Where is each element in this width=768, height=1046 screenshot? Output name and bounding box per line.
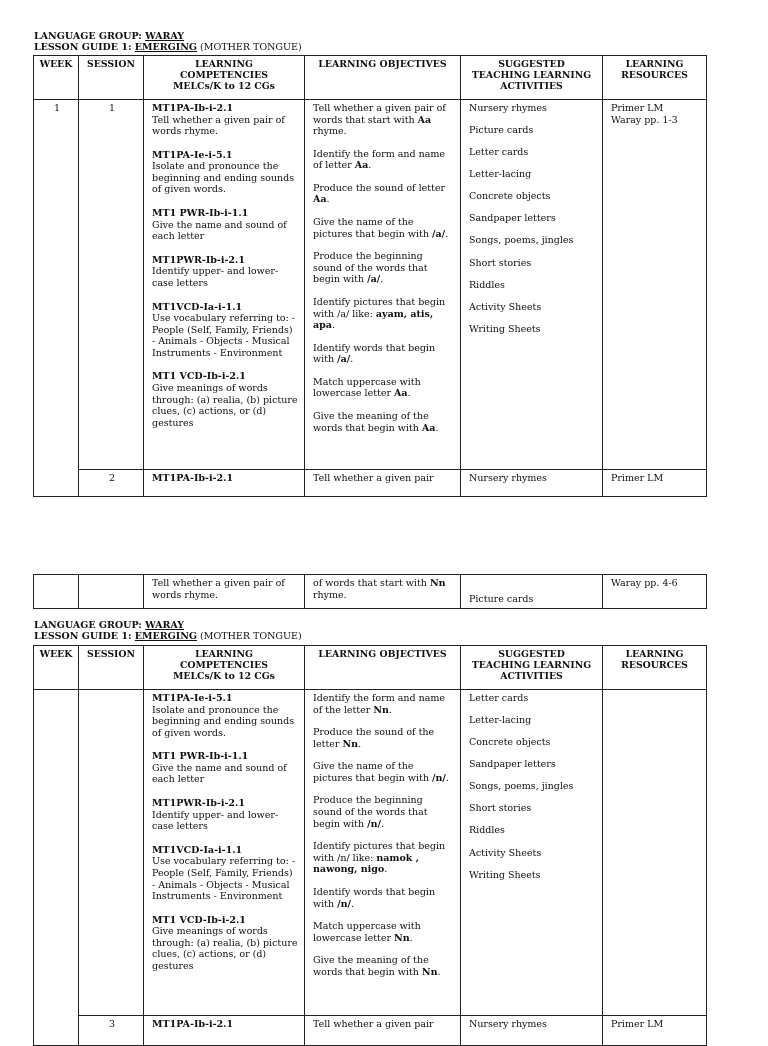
activity-item: Nursery rhymes <box>461 470 603 497</box>
objective-end: . <box>350 354 354 366</box>
objective-end: rhyme. <box>313 589 347 601</box>
lesson-guide-table-2 <box>33 645 707 1046</box>
objective-text: Identify pictures that begin with /n/ like: <box>313 841 446 864</box>
header-activities <box>461 56 603 100</box>
competency-item <box>152 208 298 243</box>
competency-item <box>152 103 298 138</box>
header-activities <box>461 646 603 690</box>
objective-bold: /a/ <box>367 274 381 286</box>
competency-code: MT1 VCD-Ib-i-2.1 <box>152 914 246 926</box>
competency-item <box>152 371 298 429</box>
objective-bold: Nn <box>394 932 410 944</box>
objective-end: . <box>384 864 388 876</box>
objective-item <box>313 693 454 716</box>
activity-item: Activity Sheets <box>469 847 542 859</box>
activity-item: Riddles <box>469 825 505 837</box>
resource-line: Waray pp. 4-6 <box>603 575 707 609</box>
objective-end: . <box>409 932 413 944</box>
competency-code: MT1PA-Ib-i-2.1 <box>144 1016 305 1046</box>
header-activities-line2: TEACHING LEARNING <box>471 70 592 81</box>
competency-text: Isolate and pronounce the beginning and ending sounds of given words. <box>152 161 295 196</box>
objective-bold: Nn <box>421 966 438 978</box>
competency-text: Use vocabulary referring to: - People (Self, Family, Friends) - Animals - Objects - Musical Instruments - Environment <box>152 856 296 903</box>
header-week: WEEK <box>34 646 79 690</box>
competency-text: Tell whether a given pair of words rhyme. <box>144 575 305 609</box>
objective-bold: /n/ <box>337 898 351 910</box>
competency-code: MT1PA-Ie-i-5.1 <box>152 149 233 161</box>
activity-item: Writing Sheets <box>469 323 541 335</box>
week-cell: 1 <box>34 100 79 497</box>
objective-end: rhyme. <box>313 126 347 138</box>
lesson-guide-label: LESSON GUIDE 1: <box>34 42 135 53</box>
competency-item <box>152 693 298 739</box>
lesson-guide-value: EMERGING <box>134 631 198 642</box>
objective-item <box>313 183 454 206</box>
competency-item <box>152 915 298 973</box>
objective-end: . <box>435 422 439 434</box>
resources-cell <box>603 100 707 470</box>
objective-bold: Nn <box>342 738 359 750</box>
objective-text: Identify pictures that begin with /a/ like: <box>313 296 446 320</box>
objective-end: . <box>445 228 449 240</box>
objective-bold: Aa <box>354 160 369 172</box>
language-group-label: LANGUAGE GROUP: <box>34 620 146 631</box>
objective-end: . <box>331 320 335 332</box>
header-resources-line2: RESOURCES <box>621 660 688 671</box>
objective-bold: namok , nawong, nigo <box>313 852 419 876</box>
header-competencies-line2: COMPETENCIES <box>180 660 268 671</box>
objective-item: Tell whether a given pair <box>305 1016 461 1046</box>
lesson-guide-suffix: (MOTHER TONGUE) <box>197 42 302 53</box>
header-session: SESSION <box>79 646 144 690</box>
header-week: WEEK <box>34 56 79 100</box>
activity-item: Letter cards <box>469 693 529 704</box>
objective-text: Give the name of the pictures that begin with <box>313 217 432 240</box>
session-cell: 2 <box>79 470 144 497</box>
table-row-session-2 <box>34 470 707 497</box>
activity-item: Short stories <box>469 803 532 815</box>
language-group-heading <box>34 620 184 631</box>
objective-text: Produce the beginning sound of the words that begin with <box>313 795 428 830</box>
header-competencies-line3: MELCs/K to 12 CGs <box>173 81 275 92</box>
competency-code: MT1 PWR-Ib-i-1.1 <box>152 751 249 763</box>
objective-text: Produce the beginning sound of the words that begin with <box>313 251 428 286</box>
activity-item: Sandpaper letters <box>469 213 556 225</box>
language-group-value: WARAY <box>145 620 185 631</box>
activity-item: Nursery rhymes <box>469 103 547 114</box>
competency-code: MT1PWR-Ib-i-2.1 <box>152 798 245 810</box>
objective-text: Match uppercase with lowercase letter <box>313 921 421 944</box>
activities-cell <box>461 100 603 470</box>
objective-bold: Nn <box>429 578 446 589</box>
objective-item <box>313 795 454 830</box>
objective-item <box>313 343 454 366</box>
objective-end: . <box>380 274 384 286</box>
competency-code: MT1 VCD-Ib-i-2.1 <box>152 371 246 383</box>
activity-item: Songs, poems, jingles <box>469 781 574 793</box>
activity-item: Short stories <box>469 257 532 269</box>
objective-item: Tell whether a given pair <box>305 470 461 497</box>
session-cell: 3 <box>79 1016 144 1046</box>
competency-text: Identify upper- and lower-case letters <box>152 266 279 289</box>
objective-text: Produce the sound of letter <box>313 182 446 194</box>
header-resources-line1: LEARNING <box>625 649 684 660</box>
objective-text: Give the meaning of the words that begin with <box>313 410 429 434</box>
objective-item <box>313 103 454 138</box>
objective-text: Match uppercase with lowercase letter <box>313 376 421 400</box>
objectives-cell <box>305 690 461 1016</box>
objectives-cell <box>305 100 461 470</box>
week-cell <box>34 690 79 1046</box>
competency-item <box>152 302 298 360</box>
competency-text: Give meanings of words through: (a) realia, (b) picture clues, (c) actions, or (d) gestures <box>152 382 298 429</box>
objective-item <box>313 411 454 434</box>
activity-item: Letter cards <box>469 147 529 159</box>
competency-code: MT1 PWR-Ib-i-1.1 <box>152 208 249 220</box>
lesson-guide-label: LESSON GUIDE 1: <box>34 631 135 642</box>
session-cell: 1 <box>79 100 144 470</box>
competency-text: Isolate and pronounce the beginning and ending sounds of given words. <box>152 704 295 739</box>
competency-code: MT1PA-Ie-i-5.1 <box>152 693 233 704</box>
objective-text: Identify the form and name of the letter <box>313 693 446 716</box>
language-group-label: LANGUAGE GROUP: <box>34 31 146 42</box>
competency-code: MT1VCD-Ia-i-1.1 <box>152 301 243 313</box>
competency-text: Give meanings of words through: (a) realia, (b) picture clues, (c) actions, or (d) gestures <box>152 926 298 972</box>
lesson-guide-value: EMERGING <box>134 42 198 53</box>
objective-item <box>313 251 454 286</box>
continuation-row <box>34 575 707 609</box>
objective-text: Identify words that begin with <box>313 886 436 910</box>
objective-item <box>313 727 454 750</box>
header-activities-line1: SUGGESTED <box>498 59 565 70</box>
resources-cell <box>603 690 707 1016</box>
objective-bold: Aa <box>394 388 408 400</box>
competency-item <box>152 255 298 290</box>
activity-item: Writing Sheets <box>469 869 541 881</box>
header-activities-line1: SUGGESTED <box>498 649 565 660</box>
objective-bold: ayam, atis, apa <box>313 308 434 332</box>
objective-item <box>305 575 461 609</box>
competency-code: MT1PWR-Ib-i-2.1 <box>152 254 245 266</box>
objective-item <box>313 149 454 172</box>
competency-text: Give the name and sound of each letter <box>152 762 287 786</box>
language-group-heading <box>34 31 184 42</box>
session-cell <box>79 575 144 609</box>
competency-code: MT1VCD-Ia-i-1.1 <box>152 844 243 856</box>
objective-item <box>313 955 454 978</box>
header-activities-line3: ACTIVITIES <box>500 81 563 92</box>
objective-item <box>313 297 454 332</box>
objective-end: . <box>368 160 372 172</box>
activity-item: Letter-lacing <box>469 715 532 727</box>
lesson-guide-heading <box>34 631 302 642</box>
competency-item <box>152 751 298 786</box>
objective-text: Identify words that begin with <box>313 342 436 366</box>
header-competencies <box>144 56 305 100</box>
objective-end: . <box>358 738 362 750</box>
objective-text: of words that start with <box>313 578 430 589</box>
lesson-guide-suffix: (MOTHER TONGUE) <box>197 631 302 642</box>
header-resources-line2: RESOURCES <box>621 70 688 81</box>
objective-end: . <box>326 194 330 206</box>
activity-item: Songs, poems, jingles <box>469 235 574 247</box>
objective-text: Give the meaning of the words that begin with <box>313 955 429 978</box>
objective-end: . <box>388 704 392 716</box>
objective-item <box>313 841 454 876</box>
objective-bold: /a/ <box>431 228 446 240</box>
competencies-cell <box>144 690 305 1016</box>
activity-item: Picture cards <box>461 575 603 609</box>
resource-line: Waray pp. 1-3 <box>611 114 678 126</box>
competencies-cell <box>144 100 305 470</box>
objective-bold: Aa <box>421 422 436 434</box>
objective-bold: /a/ <box>337 354 351 366</box>
table-row-letter-nn <box>34 690 707 1016</box>
objective-item <box>313 921 454 944</box>
activities-cell <box>461 690 603 1016</box>
header-resources-line1: LEARNING <box>625 59 684 70</box>
header-competencies-line3: MELCs/K to 12 CGs <box>173 671 275 682</box>
header-objectives: LEARNING OBJECTIVES <box>305 646 461 690</box>
competency-text: Use vocabulary referring to: - People (Self, Family, Friends) - Animals - Objects - Musical Instruments - Environment <box>152 313 296 359</box>
activity-item: Concrete objects <box>469 737 551 749</box>
header-competencies-line1: LEARNING <box>195 649 253 660</box>
competency-code: MT1PA-Ib-i-2.1 <box>152 103 234 114</box>
header-activities-line3: ACTIVITIES <box>500 671 563 682</box>
objective-text: Give the name of the pictures that begin with <box>313 761 432 784</box>
header-resources <box>603 646 707 690</box>
activity-item: Activity Sheets <box>469 301 542 313</box>
objective-bold: /n/ <box>431 772 446 784</box>
objective-end: . <box>437 966 441 978</box>
objective-item <box>313 377 454 400</box>
header-competencies <box>144 646 305 690</box>
objective-item <box>313 887 454 910</box>
activity-item: Concrete objects <box>469 191 551 203</box>
lesson-guide-table-1 <box>33 55 707 497</box>
objective-item <box>313 217 454 240</box>
session-cell <box>79 690 144 1016</box>
header-objectives: LEARNING OBJECTIVES <box>305 56 461 100</box>
objective-text: Identify the form and name of letter <box>313 148 446 172</box>
competency-item <box>152 798 298 833</box>
competency-code: MT1PA-Ib-i-2.1 <box>144 470 305 497</box>
objective-bold: Aa <box>313 194 327 206</box>
header-session: SESSION <box>79 56 144 100</box>
objective-end: . <box>445 772 449 784</box>
table-header-row <box>34 646 707 690</box>
lesson-guide-heading <box>34 42 302 53</box>
activity-item: Nursery rhymes <box>461 1016 603 1046</box>
activity-item: Letter-lacing <box>469 169 532 181</box>
resource-line: Primer LM <box>603 1016 707 1046</box>
header-resources <box>603 56 707 100</box>
objective-end: . <box>407 388 411 400</box>
competency-item <box>152 845 298 903</box>
week-cell <box>34 575 79 609</box>
competency-text: Identify upper- and lower-case letters <box>152 809 279 833</box>
objective-item <box>313 761 454 784</box>
table-row-session-3 <box>34 1016 707 1046</box>
header-competencies-line1: LEARNING <box>195 59 253 70</box>
activity-item: Picture cards <box>469 125 534 137</box>
objective-bold: Nn <box>373 704 389 716</box>
objective-text: Produce the sound of the letter <box>313 727 435 750</box>
competency-item <box>152 150 298 196</box>
competency-text: Give the name and sound of each letter <box>152 219 287 243</box>
objective-bold: Aa <box>417 114 432 126</box>
table-row-session-1 <box>34 100 707 470</box>
objective-end: . <box>351 898 355 910</box>
language-group-value: WARAY <box>145 31 185 42</box>
header-activities-line2: TEACHING LEARNING <box>471 660 592 671</box>
resource-line: Primer LM <box>611 103 664 114</box>
objective-bold: /n/ <box>367 818 381 830</box>
continuation-table <box>33 574 707 609</box>
resource-line: Primer LM <box>603 470 707 497</box>
table-header-row <box>34 56 707 100</box>
competency-text: Tell whether a given pair of words rhyme. <box>152 114 285 138</box>
header-competencies-line2: COMPETENCIES <box>180 70 268 81</box>
objective-text: Tell whether a given pair of words that start with <box>313 103 446 126</box>
objective-end: . <box>380 818 384 830</box>
activity-item: Riddles <box>469 279 505 291</box>
activity-item: Sandpaper letters <box>469 759 556 771</box>
